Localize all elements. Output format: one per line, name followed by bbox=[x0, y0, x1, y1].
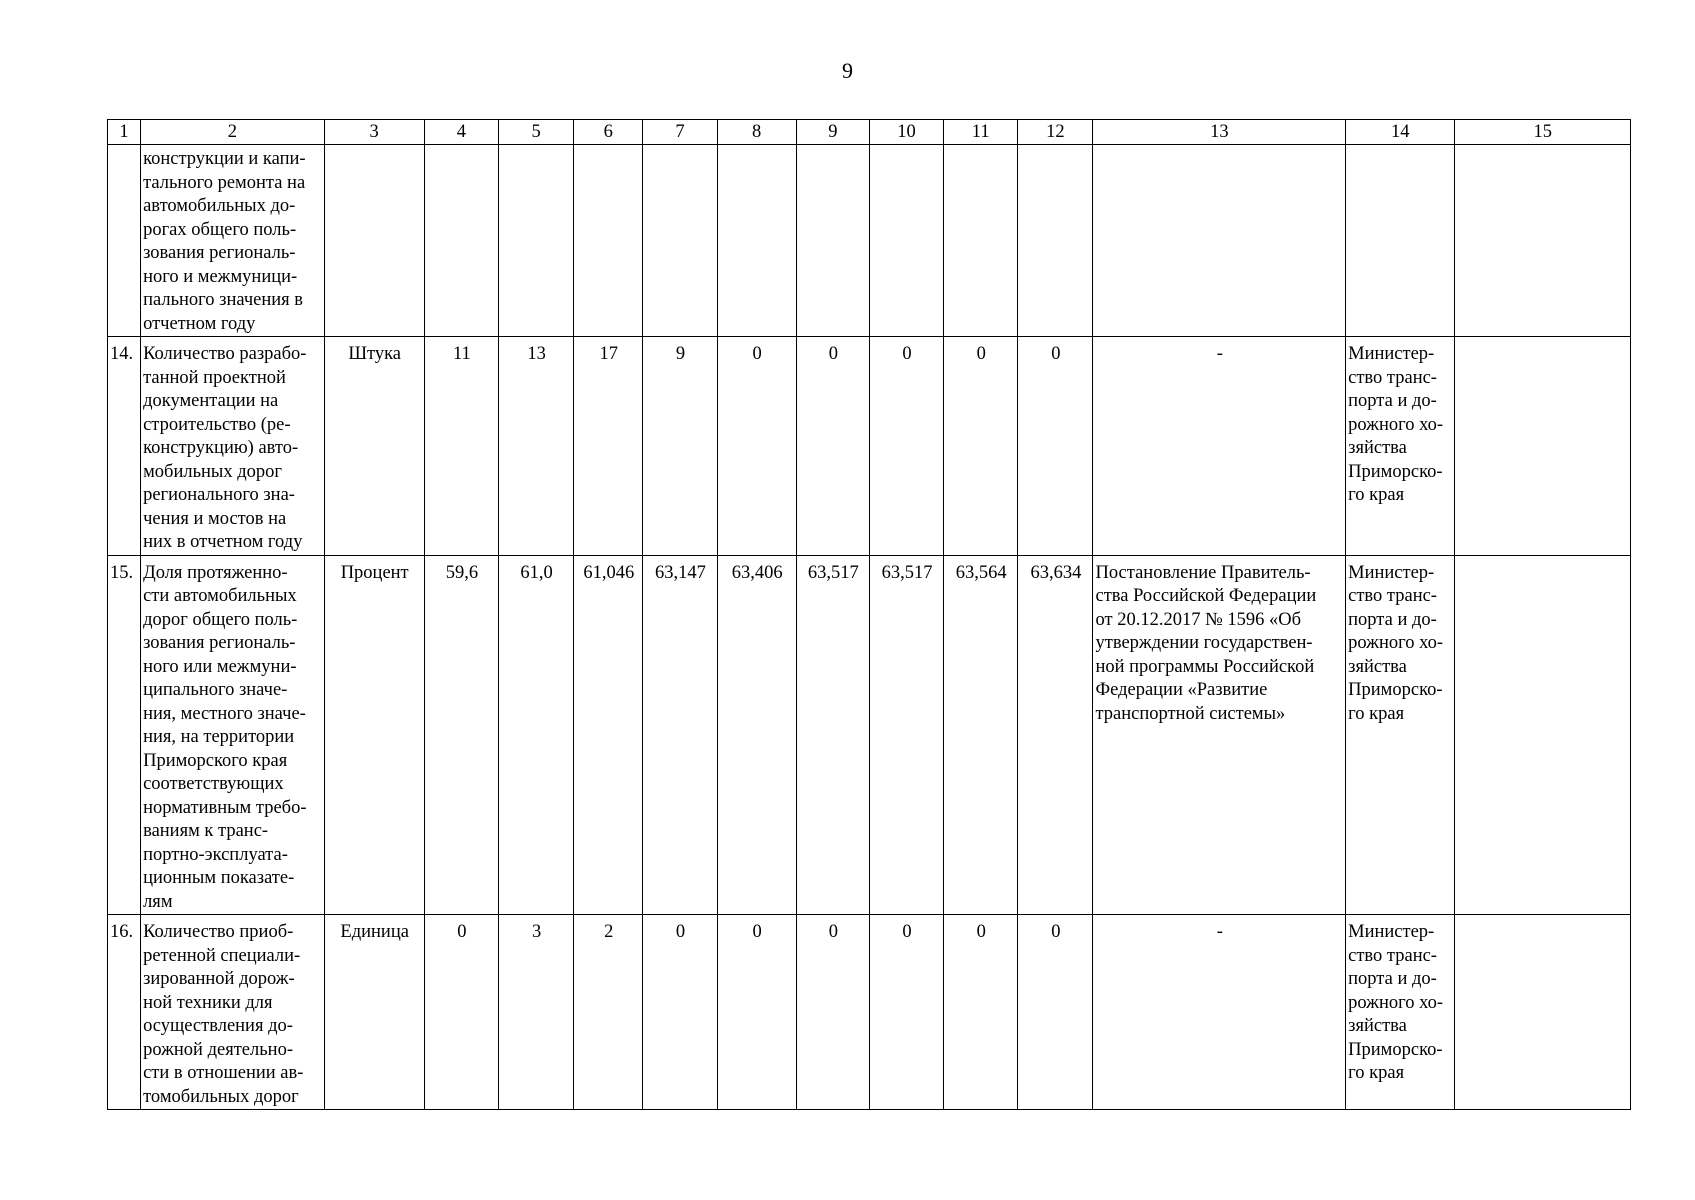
value-cell: 0 bbox=[944, 915, 1018, 1110]
text-line: сти в отношении ав- bbox=[143, 1063, 304, 1083]
column-header-1: 1 bbox=[108, 120, 141, 145]
text-line: чения и мостов на bbox=[143, 508, 287, 529]
value-cell: 61,0 bbox=[498, 555, 573, 915]
text-line: Количество приоб- bbox=[143, 922, 294, 942]
value-cell bbox=[1018, 145, 1093, 337]
value-cell bbox=[424, 145, 498, 337]
responsible-body bbox=[1346, 555, 1455, 915]
text-line: от 20.12.2017 № 1596 «Об bbox=[1095, 609, 1301, 630]
value-cell: 63,147 bbox=[643, 555, 717, 915]
text-line: зяйства bbox=[1348, 1016, 1407, 1036]
column-header-4: 4 bbox=[424, 120, 498, 145]
text-line: томобильных дорог bbox=[143, 1086, 299, 1107]
text-line: зования региональ- bbox=[143, 633, 296, 653]
row-number: 16. bbox=[108, 915, 141, 1110]
value-cell bbox=[944, 145, 1018, 337]
column-header-2: 2 bbox=[141, 120, 324, 145]
text-line: го края bbox=[1348, 1063, 1405, 1083]
column-number-row bbox=[108, 120, 1631, 145]
text-line: утверждении государствен- bbox=[1095, 633, 1313, 653]
column-15-cell bbox=[1455, 915, 1631, 1110]
text-line: автомобильных до- bbox=[143, 196, 296, 216]
text-line: рожного хо- bbox=[1348, 414, 1444, 435]
value-cell: 0 bbox=[796, 915, 869, 1110]
text-line: портно-эксплуата- bbox=[143, 844, 288, 865]
column-15-cell bbox=[1455, 145, 1631, 337]
column-header-8: 8 bbox=[717, 120, 796, 145]
text-line: ства Российской Федерации bbox=[1095, 586, 1317, 606]
value-cell bbox=[717, 145, 796, 337]
text-line: го края bbox=[1348, 703, 1405, 724]
responsible-body bbox=[1346, 337, 1455, 556]
value-cell: 0 bbox=[643, 915, 717, 1110]
text-line: строительство (ре- bbox=[143, 414, 291, 435]
row-number: 15. bbox=[108, 555, 141, 915]
text-line: ретенной специали- bbox=[143, 945, 301, 966]
text-line: ния, на территории bbox=[143, 727, 295, 747]
basis-document: - bbox=[1093, 337, 1346, 556]
text-line: регионального зна- bbox=[143, 485, 295, 505]
text-line: пального значения в bbox=[143, 290, 304, 310]
value-cell: 0 bbox=[424, 915, 498, 1110]
text-line: Министер- bbox=[1348, 562, 1435, 583]
text-line: Приморско- bbox=[1348, 1039, 1443, 1060]
text-line: транспортной системы» bbox=[1095, 703, 1286, 724]
table-row bbox=[108, 337, 1631, 556]
text-line: ципального значе- bbox=[143, 680, 288, 700]
column-header-12: 12 bbox=[1018, 120, 1093, 145]
text-line: ство транс- bbox=[1348, 945, 1437, 966]
column-header-7: 7 bbox=[643, 120, 717, 145]
basis-document: - bbox=[1093, 915, 1346, 1110]
text-line: ство транс- bbox=[1348, 586, 1437, 606]
indicator-name bbox=[141, 337, 324, 556]
value-cell: 61,046 bbox=[574, 555, 643, 915]
row-number: 14. bbox=[108, 337, 141, 556]
responsible-body bbox=[1346, 145, 1455, 337]
text-line: порта и до- bbox=[1348, 969, 1437, 989]
column-header-5: 5 bbox=[498, 120, 573, 145]
table-row bbox=[108, 915, 1631, 1110]
text-line: нормативным требо- bbox=[143, 797, 307, 818]
text-line: Министер- bbox=[1348, 922, 1435, 942]
text-line: Министер- bbox=[1348, 344, 1435, 364]
text-line: ния, местного значе- bbox=[143, 703, 306, 724]
value-cell: 59,6 bbox=[424, 555, 498, 915]
unit-cell: Процент bbox=[324, 555, 424, 915]
text-line: рожного хо- bbox=[1348, 992, 1444, 1013]
value-cell: 0 bbox=[717, 915, 796, 1110]
column-15-cell bbox=[1455, 555, 1631, 915]
text-line: ного и межмуници- bbox=[143, 266, 298, 287]
value-cell: 0 bbox=[1018, 915, 1093, 1110]
value-cell bbox=[574, 145, 643, 337]
text-line: них в отчетном году bbox=[143, 532, 303, 552]
text-line: осуществления до- bbox=[143, 1016, 293, 1036]
text-line: порта и до- bbox=[1348, 609, 1437, 630]
text-line: документации на bbox=[143, 391, 279, 411]
column-header-13: 13 bbox=[1093, 120, 1346, 145]
value-cell: 0 bbox=[869, 915, 943, 1110]
unit-cell: Штука bbox=[324, 337, 424, 556]
basis-document bbox=[1093, 555, 1346, 915]
text-line: зяйства bbox=[1348, 656, 1407, 677]
page-number: 9 bbox=[842, 58, 853, 83]
value-cell bbox=[869, 145, 943, 337]
indicator-name bbox=[141, 555, 324, 915]
value-cell: 17 bbox=[574, 337, 643, 556]
column-header-10: 10 bbox=[869, 120, 943, 145]
text-line: ной программы Российской bbox=[1095, 656, 1315, 677]
text-line: Приморского края bbox=[143, 750, 288, 771]
text-line: зяйства bbox=[1348, 438, 1407, 458]
value-cell bbox=[796, 145, 869, 337]
text-line: ционным показате- bbox=[143, 868, 295, 888]
text-line: Федерации «Развитие bbox=[1095, 680, 1268, 700]
text-line: ной техники для bbox=[143, 992, 273, 1013]
table-row bbox=[108, 145, 1631, 337]
text-line: зования региональ- bbox=[143, 243, 296, 263]
column-header-14: 14 bbox=[1346, 120, 1455, 145]
text-line: Приморско- bbox=[1348, 680, 1443, 700]
text-line: конструкцию) авто- bbox=[143, 438, 299, 458]
text-line: Постановление Правитель- bbox=[1095, 562, 1311, 583]
column-header-15: 15 bbox=[1455, 120, 1631, 145]
indicator-name bbox=[141, 145, 324, 337]
text-line: рогах общего поль- bbox=[143, 219, 297, 240]
text-line: соответствующих bbox=[143, 774, 284, 794]
text-line: Количество разрабо- bbox=[143, 344, 307, 364]
basis-document bbox=[1093, 145, 1346, 337]
text-line: порта и до- bbox=[1348, 391, 1437, 411]
responsible-body bbox=[1346, 915, 1455, 1110]
text-line: танной проектной bbox=[143, 367, 286, 388]
column-header-11: 11 bbox=[944, 120, 1018, 145]
value-cell: 9 bbox=[643, 337, 717, 556]
column-header-3: 3 bbox=[324, 120, 424, 145]
unit-cell bbox=[324, 145, 424, 337]
text-line: го края bbox=[1348, 485, 1405, 505]
text-line: рожной деятельно- bbox=[143, 1039, 293, 1060]
row-number bbox=[108, 145, 141, 337]
column-header-9: 9 bbox=[796, 120, 869, 145]
value-cell: 63,517 bbox=[869, 555, 943, 915]
column-header-6: 6 bbox=[574, 120, 643, 145]
column-15-cell bbox=[1455, 337, 1631, 556]
value-cell: 0 bbox=[1018, 337, 1093, 556]
text-line: Приморско- bbox=[1348, 461, 1443, 482]
table-row bbox=[108, 555, 1631, 915]
text-line: конструкции и капи- bbox=[143, 149, 306, 169]
value-cell: 63,634 bbox=[1018, 555, 1093, 915]
text-line: зированной дорож- bbox=[143, 969, 295, 989]
text-line: ваниям к транс- bbox=[143, 821, 269, 841]
text-line: лям bbox=[143, 891, 173, 912]
value-cell: 0 bbox=[944, 337, 1018, 556]
unit-cell: Единица bbox=[324, 915, 424, 1110]
value-cell bbox=[643, 145, 717, 337]
text-line: мобильных дорог bbox=[143, 461, 282, 482]
value-cell: 63,517 bbox=[796, 555, 869, 915]
indicator-name bbox=[141, 915, 324, 1110]
text-line: Доля протяженно- bbox=[143, 562, 288, 583]
value-cell: 63,564 bbox=[944, 555, 1018, 915]
value-cell: 13 bbox=[498, 337, 573, 556]
value-cell: 11 bbox=[424, 337, 498, 556]
text-line: отчетном году bbox=[143, 313, 256, 334]
value-cell: 63,406 bbox=[717, 555, 796, 915]
value-cell: 0 bbox=[869, 337, 943, 556]
value-cell: 0 bbox=[796, 337, 869, 556]
text-line: сти автомобильных bbox=[143, 586, 297, 606]
text-line: ство транс- bbox=[1348, 367, 1437, 388]
text-line: ного или межмуни- bbox=[143, 656, 297, 677]
indicators-table bbox=[107, 119, 1631, 1110]
value-cell: 3 bbox=[498, 915, 573, 1110]
value-cell: 0 bbox=[717, 337, 796, 556]
text-line: тального ремонта на bbox=[143, 172, 306, 193]
value-cell bbox=[498, 145, 573, 337]
text-line: рожного хо- bbox=[1348, 633, 1444, 653]
text-line: дорог общего поль- bbox=[143, 609, 298, 630]
value-cell: 2 bbox=[574, 915, 643, 1110]
